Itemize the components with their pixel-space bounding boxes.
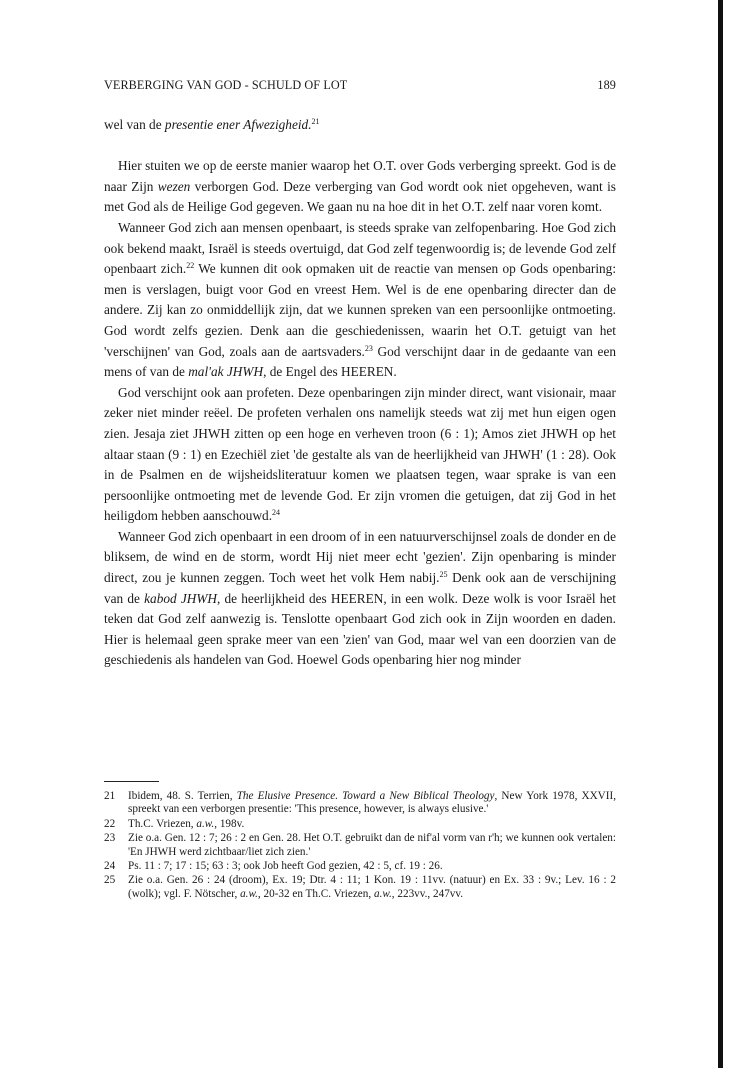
footnote-number: 25	[104, 874, 116, 887]
text-run: , 223vv., 247vv.	[391, 887, 464, 900]
footnote-ref: 22	[186, 261, 195, 271]
footnote-ref: 21	[311, 117, 320, 126]
running-head: VERBERGING VAN GOD - SCHULD OF LOT	[104, 78, 348, 92]
italic-run: a.w.	[196, 817, 215, 830]
paragraph-4	[104, 527, 616, 671]
text-run: verborgen God. Deze verberging van God wordt ook niet opgeheven, want is met God als de Heilige God gegeven. We gaan nu na hoe dit in het O.T. zelf naar voren komt.	[104, 178, 616, 215]
footnote-number: 21	[104, 790, 116, 802]
text-run: Hier stuiten we op de eerste manier waarop het O.T. over Gods verberging spreekt. God is de naar Zijn	[104, 158, 616, 194]
footnote-text	[128, 874, 616, 901]
text-run: Zie o.a. Gen. 26 : 24 (droom), Ex. 19; Dtr. 4 : 11; 1 Kon. 19 : 11vv. (natuur) en Ex. 33 : 9v.; Lev. 16 : 2 (wolk); vgl. F. Nötscher,	[128, 874, 616, 900]
footnote-23	[104, 832, 616, 859]
text-run: , de Engel des HEEREN.	[263, 364, 397, 380]
text-run: Ibidem, 48. S. Terrien,	[128, 790, 237, 802]
text-run: We kunnen dit ook opmaken uit de reactie van mensen op Gods openbaring: men is verslagen, buigt voor God en vreest Hem. Wel is de ene openbaring directer dan de andere. Zij kan zo onmiddellijk zijn, dat we kunnen spreken van een persoonlijke ontmoeting. God wordt zelfs gezien. Denk aan die geschiedenissen, waarin het O.T. getuigt van het 'verschijnen' van God, zoals aan de aartsvaders.	[104, 261, 617, 359]
body-text	[104, 115, 616, 671]
footnote-text	[128, 860, 616, 873]
text-run: Zie o.a. Gen. 12 : 7; 26 : 2 en Gen. 28. Het O.T. gebruikt dan de nif'al vorm van r'h; we kunnen ook vertalen: 'En JHWH werd zichtbaar/liet zich zien.'	[128, 832, 616, 858]
text-run: , New York 1978, XXVII, spreekt van een verborgen presentie: 'This presence, however, is always elusive.'	[128, 790, 616, 816]
italic-run: wezen	[157, 178, 191, 194]
text-run: Th.C. Vriezen,	[128, 817, 197, 830]
text-run: wel van de	[104, 117, 165, 132]
footnote-number: 23	[104, 832, 116, 845]
italic-run: presentie ener Afwezigheid.	[164, 117, 312, 132]
text-run: Wanneer God zich openbaart in een droom of in een natuurverschijnsel zoals de donder en de bliksem, de wind en de storm, wordt Hij niet meer echt 'gezien'. Zijn openbaring is minder direct, zou je kunnen zeggen. Toch weet het volk Hem nabij.	[104, 528, 616, 586]
footnote-number: 24	[104, 860, 116, 873]
paragraph-2	[104, 218, 616, 383]
text-run: , de heerlijkheid des HEEREN, in een wolk. Deze wolk is voor Israël het teken dat God zelf aanwezig is. Tenslotte openbaart God zich ook in Zijn woorden en daden. Hier is helemaal geen sprake meer van een 'zien' van God, maar wel van een doorzien van de geschiedenis als handelen van God. Hoewel Gods openbaring hier nog minder	[104, 590, 616, 668]
footnote-24	[104, 860, 616, 873]
italic-run: The Elusive Presence. Toward a New Biblical Theology	[236, 790, 495, 802]
page-number: 189	[597, 78, 616, 92]
paragraph-0	[104, 115, 616, 136]
footnote-text	[128, 832, 616, 859]
text-run: , 20-32 en Th.C. Vriezen,	[257, 887, 374, 900]
footnote-number: 22	[104, 817, 116, 830]
footnote-25	[104, 874, 616, 901]
paragraph-1	[104, 156, 616, 218]
footnote-separator	[104, 781, 159, 782]
text-run: Wanneer God zich aan mensen openbaart, is steeds sprake van zelfopenbaring. Hoe God zich ook bekend maakt, Israël is steeds overtuigd, dat God zelf tegenwoordig is; de levende God zelf openbaart zich.	[104, 219, 616, 277]
text-run: Denk ook aan de verschijning van de	[104, 570, 616, 606]
footnotes	[104, 790, 616, 902]
footnote-21	[104, 790, 616, 817]
text-run: Ps. 11 : 7; 17 : 15; 63 : 3; ook Job heeft God gezien, 42 : 5, cf. 19 : 26.	[128, 860, 443, 873]
italic-run: a.w.	[373, 887, 392, 900]
text-run: , 198v.	[214, 817, 245, 830]
text-run: God verschijnt ook aan profeten. Deze openbaringen zijn minder direct, want visionair, maar zeker niet minder reëel. De profeten verhalen ons namelijk steeds wat zij met hun eigen ogen zien. Jesaja ziet JHWH zitten op een hoge en verheven troon (6 : 1); Amos ziet JHWH op het altaar staan (9 : 1) en Ezechiël ziet 'de gestalte als van de heerlijkheid van JHWH' (1 : 28). Ook in de Psalmen en de wijsheidsliteratuur komen we plaatsen tegen, waar sprake is van een persoonlijke ontmoeting met de levende God. Er zijn vromen die getuigen, dat zij God in het heiligdom hebben aanschouwd.	[104, 384, 616, 524]
text-run: God verschijnt daar in de gedaante van een mens of van de	[104, 343, 616, 380]
footnote-ref: 25	[439, 570, 448, 580]
paragraph-3	[104, 383, 616, 527]
italic-run: mal'ak JHWH	[188, 364, 264, 380]
italic-run: kabod JHWH	[144, 590, 218, 606]
footnote-ref: 23	[364, 343, 373, 353]
footnote-text	[128, 790, 616, 817]
italic-run: a.w.	[240, 887, 258, 900]
footnote-22	[104, 818, 616, 831]
footnote-text	[128, 818, 616, 831]
page-edge-bar	[718, 0, 723, 1068]
footnote-ref: 24	[272, 508, 281, 518]
